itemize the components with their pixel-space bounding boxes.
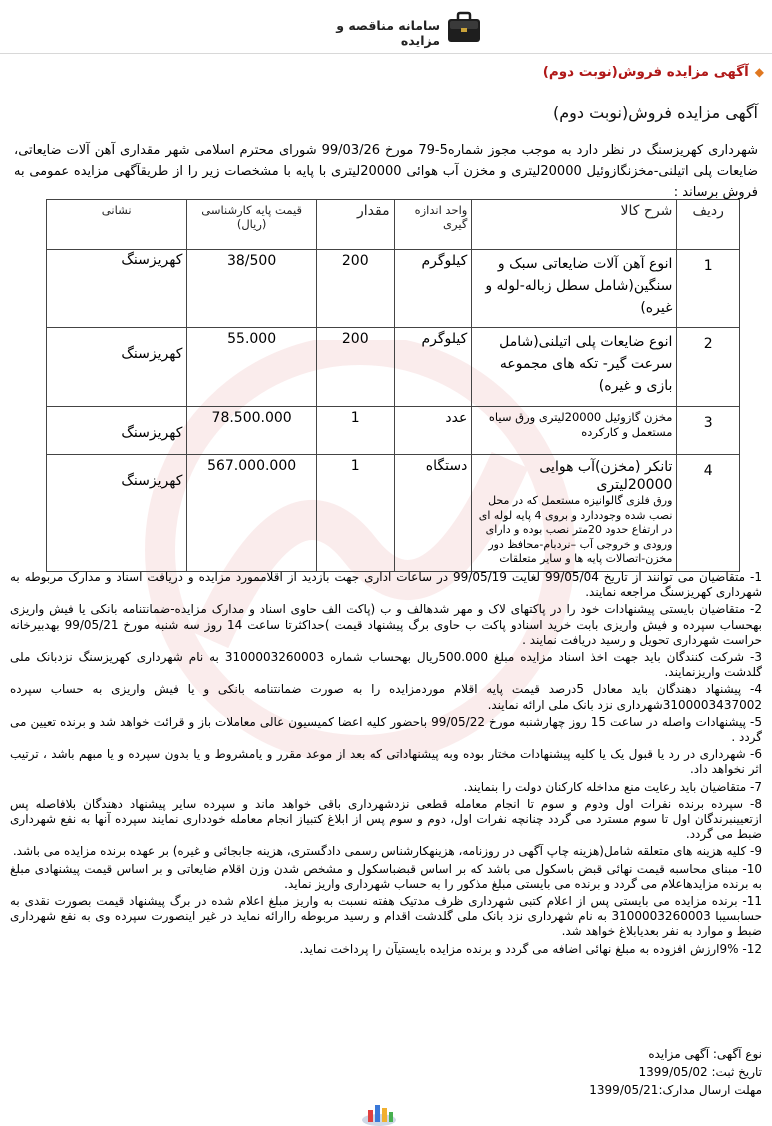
condition-item: 9- کلیه هزینه های متعلقه شامل(هزینه چاپ آگهی در روزنامه، هزینهکارشناس رسمی دادگستری، هزینه جابجائی و غیره) بر عهده برنده مزایده می باشد.: [12, 844, 762, 859]
condition-item: 2- متقاضیان بایستی پیشنهادات خود را در پاکتهای لاک و مهر شدهالف و ب (پاکت الف حاوی اسناد و مدارک مزایده-ضمانتنامه بانکی یا فیش واریزی بهحساب سپرده و فیش واریزی بابت خرید اسنادو پاکت ب حاوی برگ پیشنهاد قیمت )حداکثرتا ساعت 14 روز سه شنبه مورخ 99/05/21 بهدبیرخانه حراست شهرداری تحویل و رسید دریافت نمایند .: [10, 602, 763, 647]
condition-item: 8- سپرده برنده نفرات اول ودوم و سوم تا انجام معامله قطعی نزدشهرداری باقی خواهد ماند و سپرده سایر پیشنهاد دهندگان بلافاصله پس ازتعیینبرندگان اول تا سوم مسترد می گردد چنانچه نفرات اول، دوم و سوم پس از ابلاغ کتبیاز انجام معامله خودداری نمایند سپرده آنها به نفع شهرداری ضبط می گردد.: [10, 796, 762, 842]
item-quantity: 200: [316, 328, 394, 407]
condition-item: 3- شرکت کنندگان باید جهت اخذ اسناد مزایده مبلغ 500.000ریال بهحساب شماره 3100003260003 به نام شهرداری کهریزسنگ نزدبانک ملی گلدشت واریزنمایند.: [10, 650, 762, 680]
condition-item: 1- متقاضیان می توانند از تاریخ 99/05/04 لغایت 99/05/19 در ساعات اداری جهت بازدید از اقلاممورد مزایده و دریافت اسناد و مدارک مربوطه به شهرداری کهریزسنگ مراجعه نمایند.: [10, 570, 762, 600]
row-number: 3: [677, 407, 740, 455]
condition-item: 6- شهرداری در رد یا قبول یک یا کلیه پیشنهادات مختار بوده وبه پیشنهاداتی که بعد از موعد مقرر و یامشروط و یا بدون سپرده و یا مبهم باشد ، ترتیب اثر نخواهد داد.: [10, 747, 762, 777]
header-description: شرح کالا: [472, 200, 677, 250]
row-number: 2: [677, 328, 740, 407]
item-price: 78.500.000: [187, 407, 317, 455]
row-number: 1: [677, 250, 740, 328]
item-description-detail: ورق فلزی گالوانیزه مستعمل که در محل نصب شده وجوددارد و بروی 4 پایه لوله ای در ارتفاع حدود 20متر نصب بوده و دارای ورودی و خروجی آب –نردبام-محافظ دور مخزن-اتصالات پایه ها و سایر متعلقات: [478, 494, 673, 565]
item-unit: دستگاه: [394, 455, 472, 572]
intro-paragraph: شهرداری کهریزسنگ در نظر دارد به موجب مجوز شماره5-79 مورخ 99/03/26 شورای محترم اسلامی شهر مقداری آهن آلات ضایعاتی، ضایعات پلی اتیلنی-مخزنگازوئیل 20000لیتری و مخزن آب هوائی 20000لیتری با پایه با مشخصات زیر را از طریقآگهی مزایده عمومی به فروش برساند :: [14, 143, 758, 200]
conditions-list: [10, 570, 762, 959]
items-table: [46, 199, 740, 572]
table-row: [47, 407, 740, 455]
item-quantity: 1: [316, 455, 394, 572]
announcement-heading[interactable]: [8, 64, 764, 86]
table-row: [47, 250, 740, 328]
top-bar: [0, 0, 772, 54]
header-base-price: قیمت پایه کارشناسی (ریال): [187, 200, 317, 250]
item-description: مخزن گازوئیل 20000لیتری ورق سیاه مستعمل و کارکرده: [472, 407, 677, 455]
condition-item: 4- پیشنهاد دهندگان باید معادل 5درصد قیمت پایه اقلام موردمزایده را به صورت ضمانتنامه بانکی و یا فیش واریزی به حساب سپرده 3100003437002شهرداری نزد بانک ملی ارائه نمایند.: [10, 682, 762, 712]
item-description: [472, 455, 677, 572]
row-number: 4: [677, 455, 740, 572]
chart-icon[interactable]: [360, 1100, 398, 1126]
header-location: نشانی: [47, 200, 187, 250]
item-price: 38/500: [187, 250, 317, 328]
header-row-number: ردیف: [677, 200, 740, 250]
item-description: انوع آهن آلات ضایعاتی سبک و سنگین(شامل سطل زباله-لوله و غیره): [472, 250, 677, 328]
announcement-type: نوع آگهی: آگهی مزایده: [648, 1047, 762, 1061]
item-unit: کیلوگرم: [394, 250, 472, 328]
briefcase-icon: [446, 10, 482, 44]
item-location: کهریزسنگ: [47, 250, 187, 328]
announcement-footer: [462, 1045, 762, 1099]
item-description-title: تانکر (مخزن)آب هوایی 20000لیتری: [539, 459, 673, 493]
item-quantity: 200: [316, 250, 394, 328]
system-logo[interactable]: [300, 10, 490, 48]
condition-item: 11- برنده مزایده می بایستی پس از اعلام کتبی شهرداری ظرف مدتیک هفته نسبت به واریز مبلغ اعلام شده در برگ پیشنهاد قیمت بصورت نقدی به حسابسیبا 3100003260003 به نام شهرداری نزد بانک ملی گلدشت اقدام و رسید مربوطه راارائه نماید در غیر اینصورت سپرده وی به نفع شهرداری ضبط و موارد به نفر بعدیابلاغ خواهد شد.: [10, 894, 762, 939]
item-location: کهریزسنگ: [47, 328, 187, 407]
item-location: کهریزسنگ: [47, 455, 187, 572]
condition-item: 10- مبنای محاسبه قیمت نهائی قبض باسکول می باشد که بر اساس قبضباسکول و مشخص شدن وزن اقلام ضایعاتی و بر اساس قیمت پیشنهادی مبلغ به برنده مزایدهاعلام می گردد و برنده می بایستی مبلغ مذکور را به حساب شهرداری واریز نماید.: [10, 861, 762, 891]
item-unit: کیلوگرم: [394, 328, 472, 407]
item-price: 55.000: [187, 328, 317, 407]
announcement-heading-text: آگهی مزایده فروش(نوبت دوم): [542, 64, 749, 80]
condition-item: 7- متقاضیان باید رعایت منع مداخله کارکنان دولت را بنمایند.: [463, 779, 762, 794]
item-unit: عدد: [394, 407, 472, 455]
header-unit: واحد اندازه گیری: [394, 200, 472, 250]
table-header-row: [47, 200, 740, 250]
item-location: کهریزسنگ: [47, 407, 187, 455]
table-row: [47, 455, 740, 572]
registration-date: تاریخ ثبت: 1399/05/02: [638, 1065, 762, 1079]
item-description: انوع ضایعات پلی اتیلنی(شامل سرعت گیر- تکه های مجموعه بازی و غیره): [472, 328, 677, 407]
item-quantity: 1: [316, 407, 394, 455]
document-title: آگهی مزایده فروش(نوبت دوم): [553, 103, 758, 122]
header-quantity: مقدار: [316, 200, 394, 250]
submission-deadline: مهلت ارسال مدارک:1399/05/21: [589, 1083, 762, 1097]
arrow-bullet-icon: ◆: [754, 65, 764, 79]
item-price: 567.000.000: [187, 455, 317, 572]
table-row: [47, 328, 740, 407]
condition-item: 12- 9%ارزش افزوده به مبلغ نهائی اضافه می گردد و برنده مزایده بایستیآن را پرداخت نماید.: [299, 941, 762, 956]
system-title: سامانه مناقصه و مزایده: [336, 18, 440, 48]
condition-item: 5- پیشنهادات واصله در ساعت 15 روز چهارشنبه مورخ 99/05/22 باحضور کلیه اعضا کمیسیون عالی معاملات باز و قرائت خواهد شد و برنده تعیین می گردد .: [10, 714, 762, 745]
